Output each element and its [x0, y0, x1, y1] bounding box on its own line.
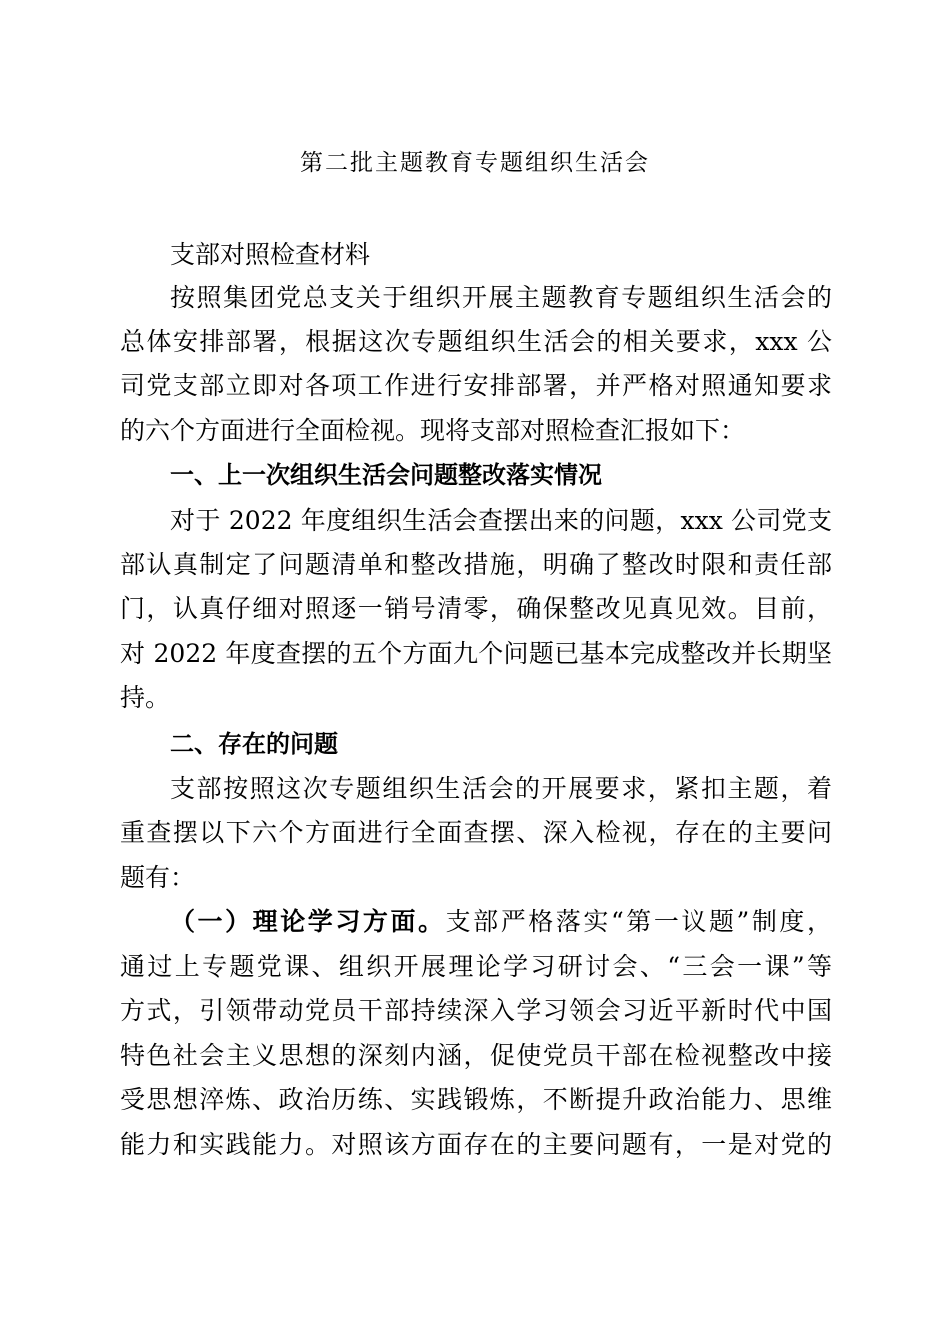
- section2-line: 重查摆以下六个方面进行全面查摆、深入检视，存在的主要问: [120, 818, 832, 847]
- intro-line: 的六个方面进行全面检视。现将支部对照检查汇报如下：: [120, 416, 746, 445]
- subsection-1-line: 能力和实践能力。对照该方面存在的主要问题有，一是对党的: [120, 1130, 832, 1159]
- intro-line: 司党支部立即对各项工作进行安排部署，并严格对照通知要求: [120, 371, 832, 400]
- section2-line: 题有：: [120, 863, 196, 892]
- subsection-1-line: 方式，引领带动党员干部持续深入学习领会习近平新时代中国: [120, 996, 832, 1025]
- document-title: 第二批主题教育专题组织生活会: [300, 150, 650, 176]
- section-heading-1: 一、上一次组织生活会问题整改落实情况: [170, 461, 602, 489]
- section1-line: 部认真制定了问题清单和整改措施，明确了整改时限和责任部: [120, 550, 832, 579]
- subsection-1-label: （一）理论学习方面。: [170, 907, 446, 936]
- section1-line: 对于 2022 年度组织生活会查摆出来的问题，xxx 公司党支: [170, 506, 832, 535]
- intro-line: 按照集团党总支关于组织开展主题教育专题组织生活会的: [170, 283, 832, 312]
- intro-line: 总体安排部署，根据这次专题组织生活会的相关要求，xxx 公: [120, 327, 832, 356]
- subsection-1-first-text: 支部严格落实“第一议题”制度，: [445, 907, 832, 936]
- subsection-1-line: 特色社会主义思想的深刻内涵，促使党员干部在检视整改中接: [120, 1041, 832, 1070]
- subsection-1-line: 受思想淬炼、政治历练、实践锻炼，不断提升政治能力、思维: [120, 1085, 832, 1114]
- document-subtitle: 支部对照检查材料: [170, 240, 371, 269]
- section-heading-2: 二、存在的问题: [170, 730, 338, 758]
- section2-line: 支部按照这次专题组织生活会的开展要求，紧扣主题，着: [170, 774, 832, 803]
- section1-line: 对 2022 年度查摆的五个方面九个问题已基本完成整改并长期坚: [120, 639, 832, 668]
- subsection-1-line: 通过上专题党课、组织开展理论学习研讨会、“三会一课”等: [120, 952, 832, 981]
- section1-line: 门，认真仔细对照逐一销号清零，确保整改见真见效。目前，: [120, 594, 832, 623]
- subsection-1-first-line: [170, 904, 832, 940]
- section1-line: 持。: [120, 683, 171, 712]
